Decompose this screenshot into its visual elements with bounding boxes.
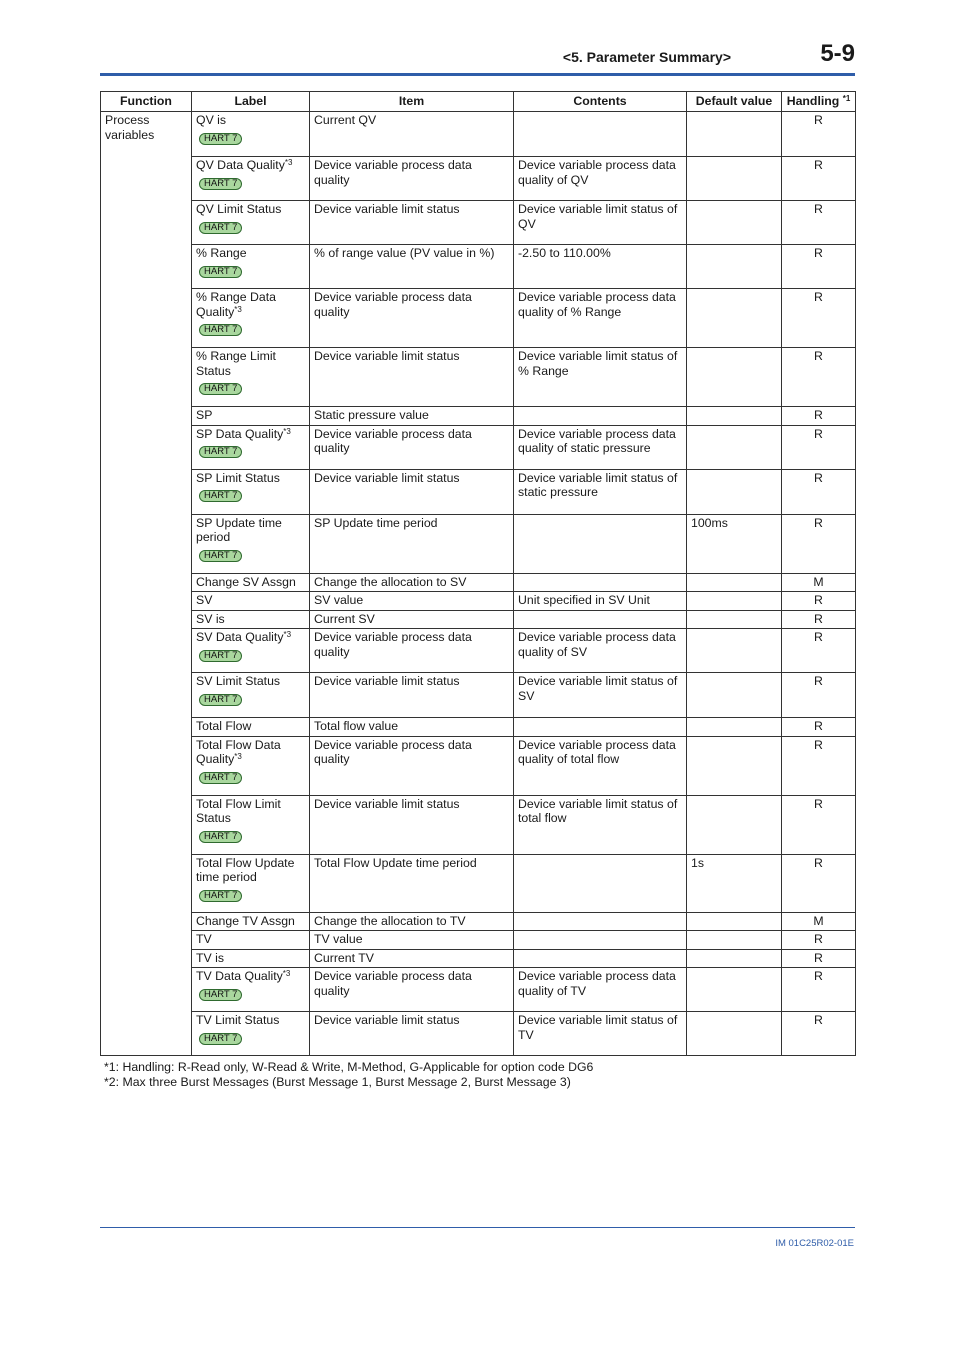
item-cell: Device variable process data quality bbox=[310, 968, 514, 1012]
default-value-cell bbox=[687, 949, 782, 968]
contents-cell: Device variable process data quality of TV bbox=[514, 968, 687, 1012]
label-text: % Range Limit Status bbox=[196, 349, 276, 378]
table-row bbox=[101, 425, 856, 469]
table-row bbox=[101, 469, 856, 514]
label-cell bbox=[192, 245, 310, 289]
column-header-label: Label bbox=[192, 92, 310, 112]
label-text: Change SV Assgn bbox=[196, 574, 296, 589]
label-text: Total Flow Update time period bbox=[196, 855, 295, 884]
contents-cell bbox=[514, 718, 687, 737]
table-row bbox=[101, 795, 856, 854]
item-cell: Total flow value bbox=[310, 718, 514, 737]
table-row bbox=[101, 931, 856, 950]
contents-cell bbox=[514, 931, 687, 950]
label-text: SP bbox=[196, 408, 213, 422]
default-value-cell bbox=[687, 629, 782, 673]
default-value-cell: 100ms bbox=[687, 514, 782, 573]
item-cell: Device variable process data quality bbox=[310, 629, 514, 673]
page-number: 5-9 bbox=[820, 40, 855, 67]
label-text: TV Data Quality bbox=[196, 969, 283, 983]
handling-cell: R bbox=[782, 348, 856, 407]
footnote-ref: *3 bbox=[283, 630, 292, 639]
label-cell bbox=[192, 912, 310, 931]
hart7-badge: HART 7 bbox=[199, 831, 242, 843]
default-value-cell bbox=[687, 573, 782, 592]
label-cell bbox=[192, 1012, 310, 1056]
label-text: SP Data Quality bbox=[196, 426, 284, 441]
item-cell: Current QV bbox=[310, 112, 514, 157]
label-cell bbox=[192, 201, 310, 245]
handling-cell: R bbox=[782, 949, 856, 968]
handling-cell: R bbox=[782, 407, 856, 426]
item-cell: Device variable limit status bbox=[310, 673, 514, 718]
table-row bbox=[101, 112, 856, 157]
handling-cell: R bbox=[782, 1012, 856, 1056]
default-value-cell bbox=[687, 407, 782, 426]
item-cell: Device variable limit status bbox=[310, 1012, 514, 1056]
label-cell bbox=[192, 514, 310, 573]
label-cell bbox=[192, 573, 310, 592]
hart7-badge: HART 7 bbox=[199, 178, 242, 190]
handling-cell: R bbox=[782, 795, 856, 854]
document-id: IM 01C25R02-01E bbox=[775, 1238, 854, 1249]
contents-cell bbox=[514, 112, 687, 157]
handling-cell: R bbox=[782, 157, 856, 201]
item-cell: Device variable limit status bbox=[310, 201, 514, 245]
contents-cell: -2.50 to 110.00% bbox=[514, 245, 687, 289]
table-row bbox=[101, 514, 856, 573]
item-cell: Change the allocation to TV bbox=[310, 912, 514, 931]
hart7-badge: HART 7 bbox=[199, 266, 242, 278]
label-text: % Range Data Quality bbox=[196, 290, 276, 319]
label-cell bbox=[192, 931, 310, 950]
item-cell: Device variable limit status bbox=[310, 795, 514, 854]
label-cell bbox=[192, 949, 310, 968]
hart7-badge: HART 7 bbox=[199, 772, 242, 784]
contents-cell: Unit specified in SV Unit bbox=[514, 592, 687, 611]
table-row bbox=[101, 201, 856, 245]
contents-cell bbox=[514, 407, 687, 426]
item-cell: Device variable limit status bbox=[310, 469, 514, 514]
item-cell: SV value bbox=[310, 592, 514, 611]
default-value-cell bbox=[687, 968, 782, 1012]
hart7-badge: HART 7 bbox=[199, 133, 242, 145]
default-value-cell bbox=[687, 348, 782, 407]
hart7-badge: HART 7 bbox=[199, 694, 242, 706]
label-cell bbox=[192, 407, 310, 426]
handling-cell: M bbox=[782, 573, 856, 592]
table-row bbox=[101, 573, 856, 592]
default-value-cell bbox=[687, 931, 782, 950]
handling-cell: M bbox=[782, 912, 856, 931]
table-row bbox=[101, 673, 856, 718]
label-text: TV is bbox=[196, 950, 225, 965]
default-value-cell bbox=[687, 1012, 782, 1056]
default-value-cell bbox=[687, 912, 782, 931]
default-value-cell bbox=[687, 610, 782, 629]
label-text: TV bbox=[196, 932, 212, 946]
hart7-badge: HART 7 bbox=[199, 490, 242, 502]
handling-cell: R bbox=[782, 968, 856, 1012]
item-cell: Device variable process data quality bbox=[310, 157, 514, 201]
label-text: % Range bbox=[196, 246, 247, 260]
handling-header-label: Handling bbox=[786, 94, 840, 109]
label-cell bbox=[192, 736, 310, 795]
contents-cell: Device variable process data quality of static pressure bbox=[514, 425, 687, 469]
column-header-function: Function bbox=[101, 92, 192, 112]
label-text: SV is bbox=[196, 611, 225, 626]
label-cell bbox=[192, 968, 310, 1012]
default-value-cell bbox=[687, 425, 782, 469]
column-header-item: Item bbox=[310, 92, 514, 112]
table-row bbox=[101, 718, 856, 737]
footer-divider bbox=[100, 1227, 855, 1228]
table-row bbox=[101, 949, 856, 968]
hart7-badge: HART 7 bbox=[199, 222, 242, 234]
label-text: SP Limit Status bbox=[196, 470, 280, 485]
default-value-cell bbox=[687, 112, 782, 157]
contents-cell: Device variable limit status of SV bbox=[514, 673, 687, 718]
handling-cell: R bbox=[782, 718, 856, 737]
item-cell: Current SV bbox=[310, 610, 514, 629]
handling-cell: R bbox=[782, 245, 856, 289]
contents-cell bbox=[514, 949, 687, 968]
handling-cell: R bbox=[782, 112, 856, 157]
default-value-cell bbox=[687, 245, 782, 289]
table-row bbox=[101, 348, 856, 407]
item-cell: % of range value (PV value in %) bbox=[310, 245, 514, 289]
handling-cell: R bbox=[782, 514, 856, 573]
contents-cell: Device variable process data quality of total flow bbox=[514, 736, 687, 795]
label-cell bbox=[192, 157, 310, 201]
default-value-cell: 1s bbox=[687, 854, 782, 912]
handling-cell: R bbox=[782, 931, 856, 950]
hart7-badge: HART 7 bbox=[199, 550, 242, 562]
hart7-badge: HART 7 bbox=[199, 1033, 242, 1045]
label-cell bbox=[192, 592, 310, 611]
column-header-handling bbox=[782, 92, 856, 112]
label-cell bbox=[192, 718, 310, 737]
contents-cell: Device variable limit status of static pressure bbox=[514, 469, 687, 514]
item-cell: SP Update time period bbox=[310, 514, 514, 573]
footnote-ref: *3 bbox=[282, 969, 291, 978]
label-text: QV Data Quality bbox=[196, 158, 285, 172]
default-value-cell bbox=[687, 718, 782, 737]
contents-cell: Device variable process data quality of SV bbox=[514, 629, 687, 673]
footnote-2: *2: Max three Burst Messages (Burst Message 1, Burst Message 2, Burst Message 3) bbox=[104, 1074, 571, 1089]
default-value-cell bbox=[687, 795, 782, 854]
table-row bbox=[101, 736, 856, 795]
handling-cell: R bbox=[782, 592, 856, 611]
table-row bbox=[101, 968, 856, 1012]
handling-footnote-ref: *1 bbox=[842, 94, 851, 104]
footnote-ref: *3 bbox=[234, 304, 242, 314]
contents-cell: Device variable limit status of total flow bbox=[514, 795, 687, 854]
hart7-badge: HART 7 bbox=[199, 446, 242, 458]
handling-cell: R bbox=[782, 469, 856, 514]
label-text: Total Flow Data Quality bbox=[196, 737, 281, 766]
page-header bbox=[100, 40, 855, 76]
footnote-ref: *3 bbox=[284, 158, 293, 167]
item-cell: Current TV bbox=[310, 949, 514, 968]
footnotes bbox=[104, 1060, 593, 1089]
item-cell: Total Flow Update time period bbox=[310, 854, 514, 912]
label-cell bbox=[192, 469, 310, 514]
item-cell: Device variable limit status bbox=[310, 348, 514, 407]
default-value-cell bbox=[687, 289, 782, 348]
parameter-table bbox=[100, 91, 856, 1056]
label-text: TV Limit Status bbox=[196, 1013, 280, 1027]
contents-cell bbox=[514, 610, 687, 629]
footnote-1: *1: Handling: R-Read only, W-Read & Write, M-Method, G-Applicable for option code DG6 bbox=[104, 1060, 594, 1074]
footnote-ref: *3 bbox=[283, 426, 291, 436]
default-value-cell bbox=[687, 592, 782, 611]
item-cell: Device variable process data quality bbox=[310, 289, 514, 348]
handling-cell: R bbox=[782, 289, 856, 348]
table-row bbox=[101, 407, 856, 426]
label-cell bbox=[192, 629, 310, 673]
function-cell: Process variables bbox=[101, 112, 192, 1056]
label-cell bbox=[192, 425, 310, 469]
contents-cell bbox=[514, 514, 687, 573]
table-row bbox=[101, 592, 856, 611]
table-header-row bbox=[101, 92, 856, 112]
column-header-contents: Contents bbox=[514, 92, 687, 112]
label-text: SP Update time period bbox=[196, 515, 282, 544]
section-title: <5. Parameter Summary> bbox=[562, 49, 731, 65]
handling-cell: R bbox=[782, 854, 856, 912]
table-row bbox=[101, 289, 856, 348]
handling-cell: R bbox=[782, 673, 856, 718]
default-value-cell bbox=[687, 157, 782, 201]
item-cell: Static pressure value bbox=[310, 407, 514, 426]
hart7-badge: HART 7 bbox=[199, 650, 242, 662]
hart7-badge: HART 7 bbox=[199, 989, 242, 1001]
item-cell: TV value bbox=[310, 931, 514, 950]
label-cell bbox=[192, 348, 310, 407]
handling-cell: R bbox=[782, 610, 856, 629]
contents-cell: Device variable limit status of % Range bbox=[514, 348, 687, 407]
contents-cell bbox=[514, 573, 687, 592]
table-row bbox=[101, 245, 856, 289]
hart7-badge: HART 7 bbox=[199, 383, 242, 395]
footnote-ref: *3 bbox=[234, 752, 242, 761]
item-cell: Change the allocation to SV bbox=[310, 573, 514, 592]
label-cell bbox=[192, 854, 310, 912]
default-value-cell bbox=[687, 673, 782, 718]
header-divider bbox=[100, 73, 855, 76]
default-value-cell bbox=[687, 469, 782, 514]
table-row bbox=[101, 912, 856, 931]
default-value-cell bbox=[687, 201, 782, 245]
label-cell bbox=[192, 795, 310, 854]
label-text: SV Limit Status bbox=[196, 674, 281, 688]
label-text: SV Data Quality bbox=[196, 630, 284, 644]
contents-cell bbox=[514, 854, 687, 912]
label-cell bbox=[192, 289, 310, 348]
table-row bbox=[101, 610, 856, 629]
table-row bbox=[101, 1012, 856, 1056]
label-text: QV is bbox=[196, 113, 227, 127]
label-text: SV bbox=[196, 593, 213, 607]
handling-cell: R bbox=[782, 736, 856, 795]
contents-cell: Device variable limit status of TV bbox=[514, 1012, 687, 1056]
table-body bbox=[101, 112, 856, 1056]
label-cell bbox=[192, 610, 310, 629]
handling-cell: R bbox=[782, 201, 856, 245]
table-row bbox=[101, 629, 856, 673]
label-text: Total Flow bbox=[196, 719, 252, 733]
item-cell: Device variable process data quality bbox=[310, 425, 514, 469]
default-value-cell bbox=[687, 736, 782, 795]
handling-cell: R bbox=[782, 425, 856, 469]
handling-cell: R bbox=[782, 629, 856, 673]
label-text: Change TV Assgn bbox=[196, 913, 295, 928]
item-cell: Device variable process data quality bbox=[310, 736, 514, 795]
contents-cell bbox=[514, 912, 687, 931]
hart7-badge: HART 7 bbox=[199, 324, 242, 336]
contents-cell: Device variable process data quality of % Range bbox=[514, 289, 687, 348]
label-text: Total Flow Limit Status bbox=[196, 796, 281, 825]
label-cell bbox=[192, 673, 310, 718]
contents-cell: Device variable limit status of QV bbox=[514, 201, 687, 245]
table-row bbox=[101, 854, 856, 912]
contents-cell: Device variable process data quality of QV bbox=[514, 157, 687, 201]
label-text: QV Limit Status bbox=[196, 202, 282, 216]
label-cell bbox=[192, 112, 310, 157]
column-header-default: Default value bbox=[687, 92, 782, 112]
table-row bbox=[101, 157, 856, 201]
hart7-badge: HART 7 bbox=[199, 890, 242, 902]
